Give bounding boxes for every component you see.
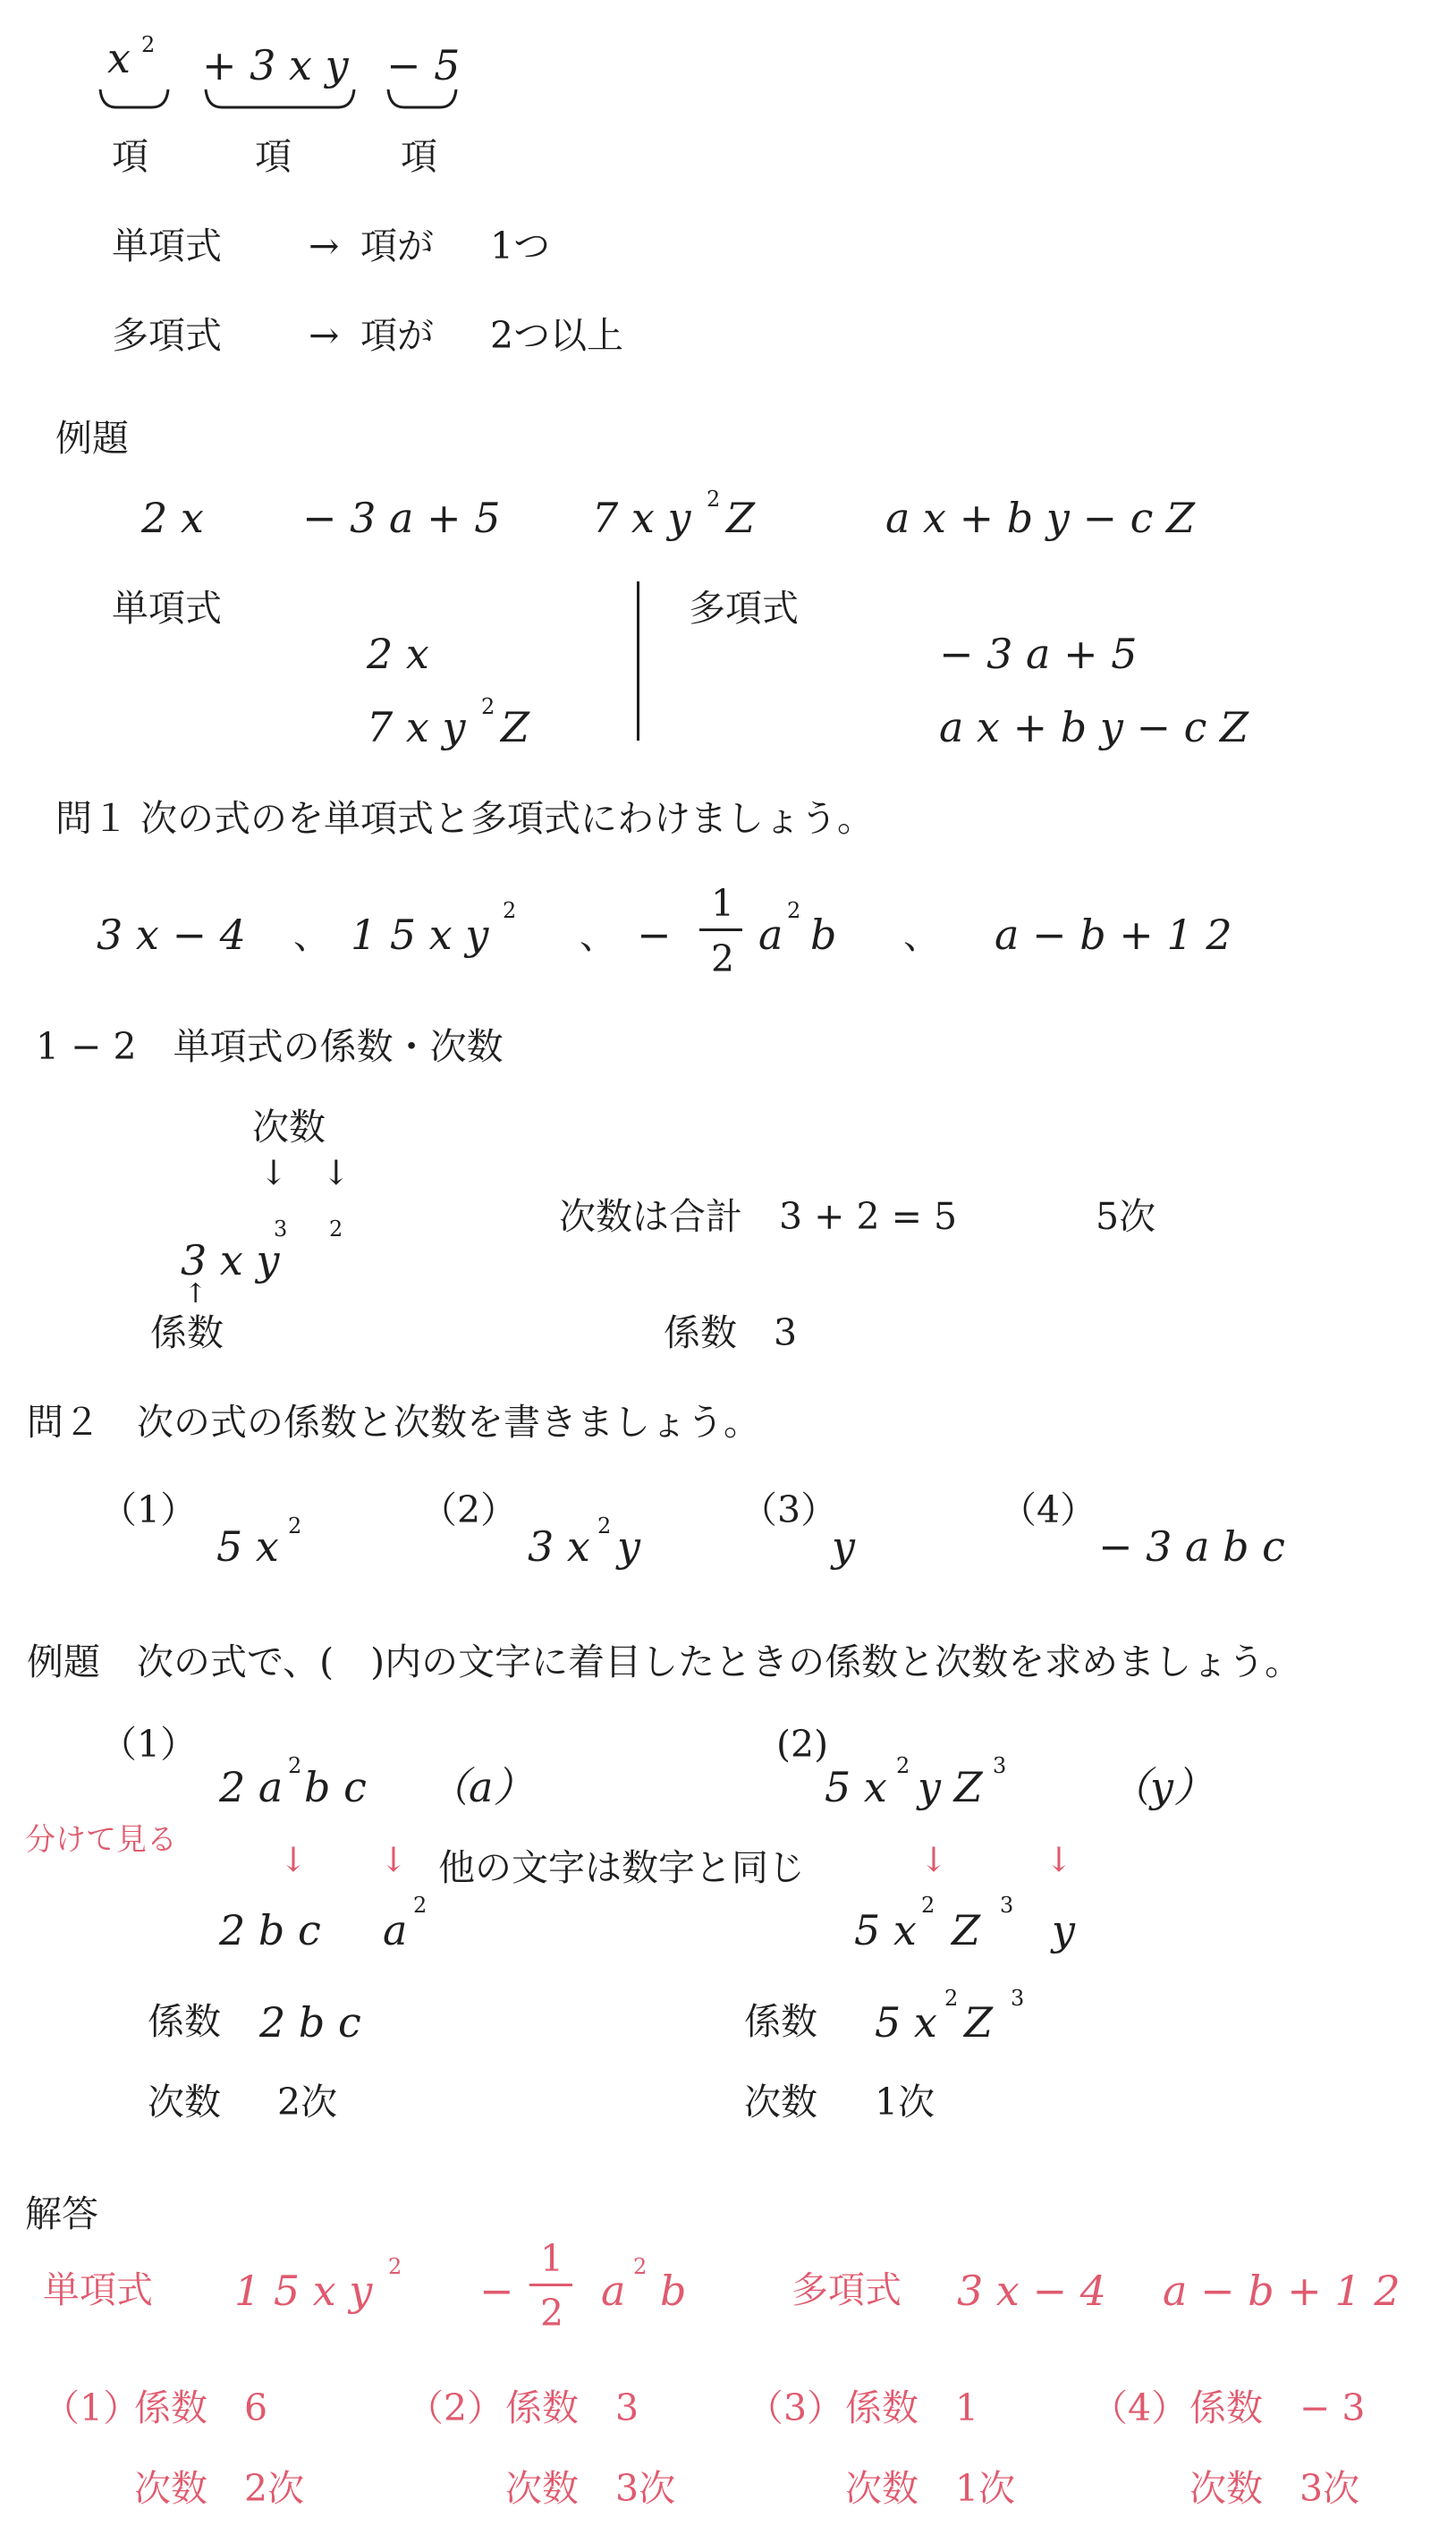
ex2-p2-focus: （y） [1109,1763,1215,1811]
degree-label: 次数 [252,1106,326,1149]
ex2-p2-coef-exp1: 2 [944,1986,959,2011]
ex2-p2-coef-exp2: 3 [1011,1986,1025,2011]
answer-polynomial-label: 多項式 [791,2268,902,2311]
q2-item4-number: （4） [1000,1488,1097,1531]
red-down-arrow-icon: ↓ [279,1840,308,1879]
split-view-label: 分けて見る [25,1822,177,1858]
brace-term1 [98,88,170,114]
answer-item1-number: （1） [43,2386,140,2429]
q1-fraction-bar [699,928,742,931]
term-label-1: 項 [112,135,148,178]
ex2-p2-coef-exponent1: 2 [921,1893,935,1918]
term-label-2: 項 [255,135,292,178]
ex2-p2-number: (2) [776,1723,829,1766]
ex2-degree-label-2: 次数 [744,2081,817,2123]
up-arrow-icon: ↑ [184,1278,207,1310]
other-letters-note: 他の文字は数字と同じ [438,1846,805,1889]
exponent-3: 3 [274,1216,288,1242]
answer-item1-coef: 係数 6 [134,2386,268,2429]
q1-minus: − [637,911,672,959]
q1-expr3: a [758,911,783,959]
monomial-item-1: 2 x [367,630,429,678]
answer-minus: − [479,2267,514,2315]
q1-expr3-exponent: 2 [787,898,801,923]
ex2-degree-label-1: 次数 [148,2081,221,2123]
red-down-arrow-icon: ↓ [379,1840,408,1879]
ex2-p1-var-exponent: 2 [413,1893,427,1918]
q2-item1-number: （1） [100,1488,198,1531]
q1-fraction-denominator: 2 [711,937,735,980]
example1-expr3-exponent: 2 [707,487,721,512]
answer-mono1-exponent: 2 [388,2254,402,2279]
exponent-2: 2 [329,1216,343,1242]
ex2-p2-coef: 5 x [875,1998,937,2047]
example1-expr3-tail: Z [726,494,755,542]
q2-item2-exponent: 2 [597,1513,612,1538]
ex2-p2-var-part: y [1052,1906,1075,1954]
polynomial-item-2: a x + b y − c Z [939,703,1249,751]
ex2-p2-coef-part: 5 x [854,1906,917,1954]
ex2-p2-mid: y Z [918,1763,983,1811]
answer-mono2-exponent: 2 [633,2254,648,2279]
brace-term3 [386,88,458,114]
monomial-label: 単項式 [112,225,222,267]
ex2-p1-exponent: 2 [288,1753,302,1778]
ex2-p2-coef-exponent2: 3 [1000,1893,1014,1918]
answer-mono2-tail: b [660,2267,687,2315]
answer-item4-number: （4） [1091,2386,1189,2429]
q2-item4-expr: − 3 a b c [1098,1522,1285,1571]
down-arrows-icon: ↓ ↓ [259,1153,351,1192]
intro-term2: + 3 x y [202,41,349,89]
arrow-right-icon: → [309,225,340,267]
answer-fraction-numerator: 1 [540,2237,564,2280]
section12-expr: 3 x y [181,1236,280,1284]
q2-item3-number: （3） [741,1488,838,1531]
answer-fraction-bar [529,2284,572,2286]
answer-item1-degree: 次数 2次 [134,2467,305,2510]
coefficient-text: 係数 3 [664,1311,798,1354]
q2-item2-tail: y [617,1522,640,1571]
term-label-3: 項 [401,135,437,178]
ex2-coef-label-2: 係数 [744,2000,817,2043]
red-down-arrow-icon: ↓ [919,1840,948,1879]
monomial-item-2-exponent: 2 [481,694,495,719]
example1-expr4: a x + b y − c Z [885,494,1195,542]
monomial-item-2-tail: Z [501,703,529,751]
polynomial-item-1: − 3 a + 5 [939,630,1138,678]
example1-polynomial-label: 多項式 [689,587,799,630]
degree-sum-text: 次数は合計 3 + 2 = 5 [559,1195,958,1238]
separator: 、 [293,914,330,957]
q2-item1-expr: 5 x [216,1522,279,1571]
example2-heading: 例題 次の式で、( )内の文字に着目したときの係数と次数を求めましょう。 [27,1640,1302,1683]
ex2-p1-expr: 2 a [219,1763,284,1811]
ex2-p1-coef-part: 2 b c [219,1906,321,1954]
separator: 、 [903,914,940,957]
two-or-more-text: 2つ以上 [490,314,624,357]
q2-item1-exponent: 2 [288,1513,302,1538]
example1-expr3: 7 x y [592,494,691,542]
section12-heading: 1 − 2 単項式の係数・次数 [36,1025,504,1068]
degree-sum-result: 5次 [1096,1195,1156,1238]
column-divider [637,581,639,741]
example1-expr1: 2 x [141,494,204,542]
coefficient-label: 係数 [150,1311,224,1354]
ex2-p1-tail: b c [304,1763,367,1811]
answer-mono2: a [601,2267,626,2315]
answer-item4-coef: 係数 − 3 [1189,2386,1366,2429]
one-term-text: 1つ [490,225,551,267]
answer-item3-coef: 係数 1 [845,2386,979,2429]
answer-item4-degree: 次数 3次 [1189,2467,1360,2510]
answer-mono1: 1 5 x y [234,2267,373,2315]
ex2-p2-exponent1: 2 [896,1753,910,1778]
ex2-p2-coef-tail: Z [952,1906,980,1954]
q2-item3-expr: y [832,1522,855,1571]
ex2-p2-degree: 1次 [875,2081,935,2123]
q1-expr2: 1 5 x y [351,911,489,959]
answer-poly2: a − b + 1 2 [1163,2267,1401,2315]
q1-expr2-exponent: 2 [503,898,517,923]
separator: 、 [580,914,616,957]
answer-item2-number: （2） [407,2386,504,2429]
question1-text: 問１ 次の式のを単項式と多項式にわけましょう。 [55,797,875,840]
terms-text: 項が [360,314,434,357]
intro-term1-exponent: 2 [141,32,156,57]
answer-fraction-denominator: 2 [540,2292,564,2335]
ex2-p2-exponent2: 3 [993,1753,1007,1778]
answer-poly1: 3 x − 4 [957,2267,1106,2315]
example1-monomial-label: 単項式 [112,587,222,630]
polynomial-label: 多項式 [112,314,222,357]
brace-term2 [204,88,356,114]
answer-item3-degree: 次数 1次 [845,2467,1016,2510]
ex2-p1-coef: 2 b c [259,1998,361,2047]
ex2-p1-number: （1） [100,1723,198,1766]
answer-item2-coef: 係数 3 [505,2386,639,2429]
answer-item2-degree: 次数 3次 [505,2467,676,2510]
question2-text: 問２ 次の式の係数と次数を書きましょう。 [27,1401,760,1444]
example1-heading: 例題 [55,417,129,460]
q2-item2-expr: 3 x [528,1522,590,1571]
q1-fraction-numerator: 1 [711,882,735,925]
intro-term3: − 5 [386,41,461,89]
ex2-p1-degree: 2次 [277,2081,338,2123]
ex2-p1-focus: （a） [427,1763,535,1811]
q1-expr1: 3 x − 4 [97,911,246,959]
red-down-arrow-icon: ↓ [1045,1840,1073,1879]
monomial-item-2: 7 x y [367,703,466,751]
answer-item3-number: （3） [747,2386,844,2429]
q2-item2-number: （2） [420,1488,518,1531]
q1-expr3-tail: b [810,911,837,959]
ex2-coef-label-1: 係数 [148,2000,221,2043]
intro-term1: x [107,34,131,82]
terms-text: 項が [360,225,434,267]
arrow-right-icon: → [309,314,340,357]
ex2-p2-expr: 5 x [825,1763,887,1811]
example1-expr2: − 3 a + 5 [302,494,501,542]
ex2-p2-coef-tail: Z [964,1998,993,2047]
answer-heading: 解答 [25,2192,98,2235]
q1-expr4: a − b + 1 2 [995,911,1232,959]
ex2-p1-var-part: a [383,1906,408,1954]
answer-monomial-label: 単項式 [43,2268,153,2311]
